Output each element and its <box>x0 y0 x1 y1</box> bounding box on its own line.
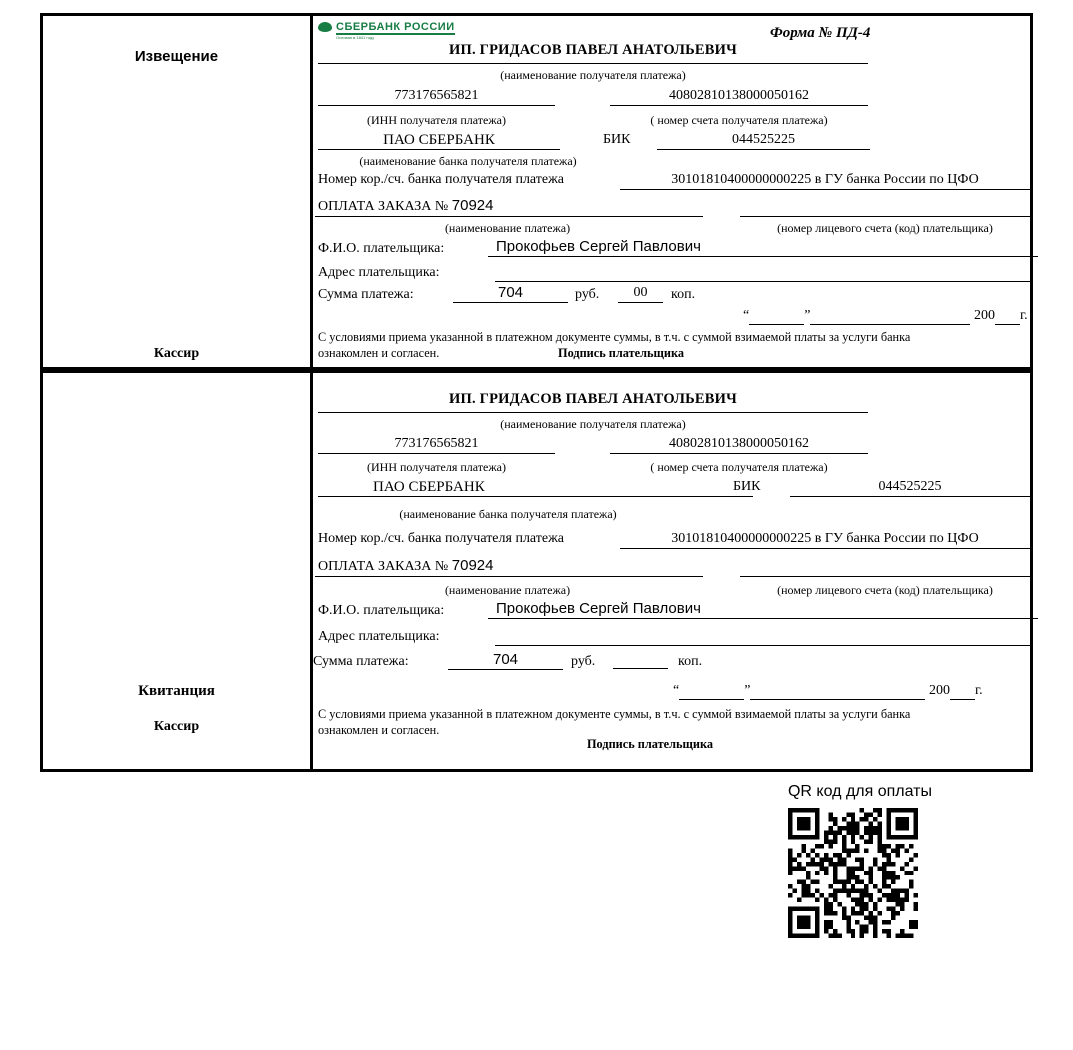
payer-code-blank-1 <box>740 216 1030 217</box>
year-blank-2 <box>950 699 975 700</box>
order-number-2: 70924 <box>451 557 494 574</box>
rub-label-2: руб. <box>571 654 596 669</box>
underline <box>318 412 868 413</box>
payer-fio-label-2: Ф.И.О. плательщика: <box>318 603 445 618</box>
cashier-label-2: Кассир <box>153 719 200 734</box>
account-label-2: ( номер счета получателя платежа) <box>650 460 828 474</box>
date-day-blank-1 <box>749 324 804 325</box>
payment-name-field-2 <box>315 557 703 577</box>
signature-label-2: Подпись плательщика <box>586 737 713 751</box>
payer-code-blank-2 <box>740 576 1030 577</box>
quote-open-2: “ <box>673 683 680 698</box>
bank-name-label-1: (наименование банка получателя платежа) <box>359 154 577 168</box>
payment-name-label-2: (наименование платежа) <box>444 583 571 597</box>
corr-account-label-1: Номер кор./сч. банка получателя платежа <box>318 172 564 187</box>
inn-label-1: (ИНН получателя платежа) <box>367 113 506 127</box>
agreement-line1-2: С условиями приема указанной в платежном документе суммы, в т.ч. с суммой взимаемой платы за услуги банка <box>318 707 911 721</box>
notice-right-cell <box>313 16 1030 367</box>
sberbank-logo-text: СБЕРБАНК РОССИИ <box>336 21 455 33</box>
bank-name-field-2: ПАО СБЕРБАНК <box>318 478 753 497</box>
payer-address-blank-2 <box>495 645 1030 646</box>
sberbank-logo-subtext: Основан в 1841 году <box>336 35 375 40</box>
date-day-blank-2 <box>679 699 744 700</box>
inn-field-2: 773176565821 <box>318 435 555 454</box>
date-row-1 <box>743 307 1028 325</box>
corr-account-label-2: Номер кор./сч. банка получателя платежа <box>318 531 564 546</box>
payer-address-blank-1 <box>495 281 1030 282</box>
inn-field-1: 773176565821 <box>318 87 555 106</box>
payment-name-label-1: (наименование платежа) <box>444 221 571 235</box>
quote-close-2: ” <box>744 683 751 698</box>
bik-label-1: БИК <box>603 132 631 147</box>
payer-fio-field-1: Прокофьев Сергей Павлович <box>488 238 1038 257</box>
year-prefix-1: 200 <box>973 308 995 323</box>
receipt-left-cell <box>43 373 313 769</box>
sum-kop-field-1: 00 <box>618 284 663 303</box>
date-row-2 <box>673 682 983 700</box>
year-prefix-2: 200 <box>928 683 950 698</box>
kop-label-1: коп. <box>671 287 696 302</box>
receipt-title: Квитанция <box>138 683 215 699</box>
receipt-right-cell <box>313 373 1030 769</box>
quote-open-1: “ <box>743 308 750 323</box>
order-number-1: 70924 <box>451 197 494 214</box>
payment-name-field-1 <box>315 197 703 217</box>
form-number: Форма № ПД-4 <box>770 25 871 41</box>
bank-name-label-2: (наименование банка получателя платежа) <box>399 507 617 521</box>
corr-account-field-2: 30101810400000000225 в ГУ банка России по ЦФО <box>620 530 1030 549</box>
payer-fio-label-1: Ф.И.О. плательщика: <box>318 241 445 256</box>
date-month-blank-2 <box>750 699 925 700</box>
payment-sum-label-2: Сумма платежа: <box>313 654 409 669</box>
bik-field-2: 044525225 <box>790 478 1030 497</box>
sum-rub-field-1: 704 <box>453 284 568 303</box>
agreement-line2-2: ознакомлен и согласен. <box>318 723 440 737</box>
agreement-line2-1: ознакомлен и согласен. <box>318 346 440 360</box>
year-blank-1 <box>995 324 1020 325</box>
recipient-name-1: ИП. ГРИДАСОВ ПАВЕЛ АНАТОЛЬЕВИЧ <box>449 42 737 58</box>
account-field-2: 40802810138000050162 <box>610 435 868 454</box>
sberbank-logo-icon <box>318 22 332 32</box>
underline <box>318 63 868 64</box>
year-suffix-2: г. <box>974 683 983 698</box>
sberbank-logo <box>318 21 455 40</box>
quote-close-1: ” <box>804 308 811 323</box>
payer-address-label-1: Адрес плательщика: <box>318 265 440 280</box>
notice-left-cell <box>43 16 313 367</box>
account-label-1: ( номер счета получателя платежа) <box>650 113 828 127</box>
signature-label-1: Подпись плательщика <box>558 346 685 360</box>
payer-code-label-2: (номер лицевого счета (код) плательщика) <box>777 583 993 597</box>
bik-field-1: 044525225 <box>657 131 870 150</box>
recipient-name-label-2: (наименование получателя платежа) <box>500 417 686 431</box>
bik-label-2: БИК <box>733 479 761 494</box>
sum-rub-field-2: 704 <box>448 651 563 670</box>
agreement-line1-1: С условиями приема указанной в платежном документе суммы, в т.ч. с суммой взимаемой платы за услуги банка <box>318 330 911 344</box>
inn-label-2: (ИНН получателя платежа) <box>367 460 506 474</box>
sum-kop-field-2 <box>613 668 668 669</box>
qr-code-image <box>788 808 918 938</box>
payment-name-prefix-2: ОПЛАТА ЗАКАЗА № <box>318 559 449 574</box>
payer-address-label-2: Адрес плательщика: <box>318 629 440 644</box>
cashier-label-1: Кассир <box>153 346 200 361</box>
corr-account-field-1: 30101810400000000225 в ГУ банка России по ЦФО <box>620 171 1030 190</box>
qr-caption: QR код для оплаты <box>787 783 932 800</box>
receipt-section <box>40 370 1033 772</box>
date-month-blank-1 <box>810 324 970 325</box>
recipient-name-label-1: (наименование получателя платежа) <box>500 68 686 82</box>
account-field-1: 40802810138000050162 <box>610 87 868 106</box>
notice-section <box>40 13 1033 370</box>
kop-label-2: коп. <box>678 654 703 669</box>
payment-name-prefix-1: ОПЛАТА ЗАКАЗА № <box>318 199 449 214</box>
year-suffix-1: г. <box>1019 308 1028 323</box>
notice-title: Извещение <box>134 48 219 65</box>
recipient-name-2: ИП. ГРИДАСОВ ПАВЕЛ АНАТОЛЬЕВИЧ <box>449 391 737 407</box>
rub-label-1: руб. <box>575 287 600 302</box>
payer-code-label-1: (номер лицевого счета (код) плательщика) <box>777 221 993 235</box>
payer-fio-field-2: Прокофьев Сергей Павлович <box>488 600 1038 619</box>
bank-name-field-1: ПАО СБЕРБАНК <box>318 131 560 150</box>
payment-sum-label-1: Сумма платежа: <box>318 287 414 302</box>
